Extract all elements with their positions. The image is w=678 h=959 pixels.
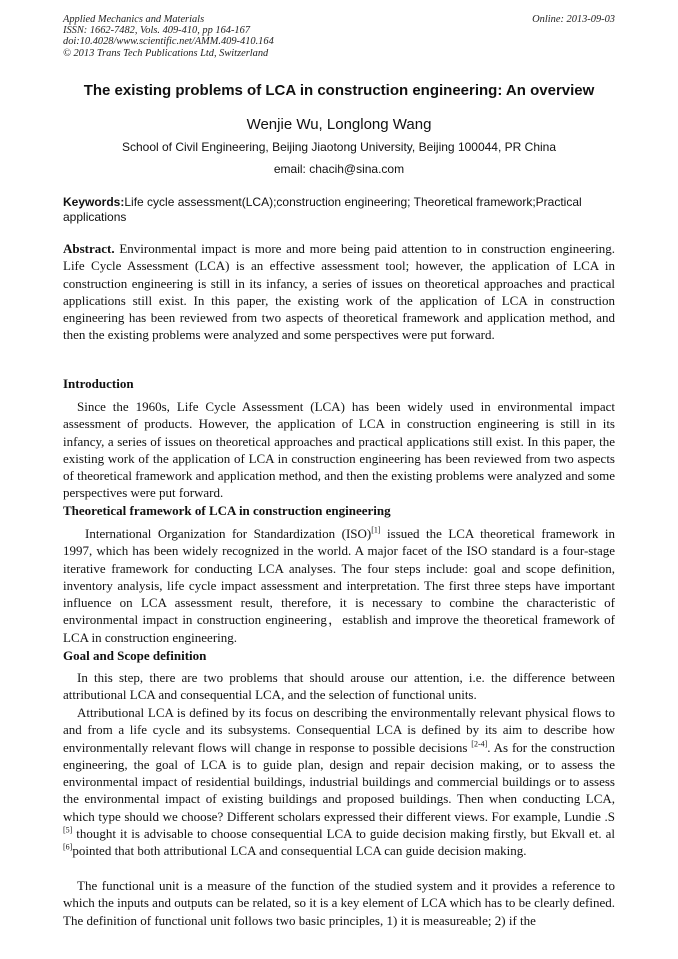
framework-text-a: International Organization for Standardization (ISO) bbox=[85, 526, 372, 541]
goal-heading: Goal and Scope definition bbox=[63, 648, 207, 663]
paper-title: The existing problems of LCA in construction engineering: An overview bbox=[83, 82, 595, 99]
framework-heading: Theoretical framework of LCA in construction engineering bbox=[63, 503, 391, 518]
citation-ref: [5] bbox=[63, 825, 73, 835]
abstract-text: Environmental impact is more and more being paid attention to in construction engineering. Life Cycle Assessment (LCA) is an effective assessment tool; however, the application of LCA in construction engineering is still in its infancy, a series of issues on theoretical approaches and practical applications still exist. In this paper, the existing work of the application of LCA in construction engineering has been reviewed from two aspects of theoretical framework and application method, and then the existing problems were analyzed and some perspectives were put forward. bbox=[63, 241, 615, 343]
introduction-heading: Introduction bbox=[63, 376, 134, 391]
goal-paragraph-2 bbox=[63, 704, 615, 860]
goal-text-d: pointed that both attributional LCA and consequential LCA can guide decision making. bbox=[72, 843, 527, 859]
framework-text-b: issued the LCA theoretical framework in 1997, which has been widely recognized in the world. A major facet of the ISO standard is a four-stage iterative framework for conducting LCA analyses. The four steps include: goal and scope definition, inventory analysis, life cycle impact assessment and interpretation. The first three steps have important influence on LCA assessment result, therefore, it is necessary to combine the characteristic of environmental impact in construction engineering，establish and improve the theoretical framework of LCA in construction engineering. bbox=[63, 526, 615, 645]
abstract-label: Abstract. bbox=[63, 241, 115, 256]
goal-text-a: Attributional LCA is defined by its focus on describing the environmentally relevant physical flows to and from a life cycle and its subsystems. Consequential LCA is defined by its aim to describe how environmentally relevant flows will change in response to possible decisions bbox=[63, 705, 615, 755]
affiliation: School of Civil Engineering, Beijing Jiaotong University, Beijing 100044, PR China bbox=[121, 140, 557, 154]
introduction-paragraph: Since the 1960s, Life Cycle Assessment (LCA) has been widely used in environmental impact assessment of products. However, the application of LCA in construction engineering is still in its infancy, a series of issues on theoretical approaches and practical applications still exist. In this paper, the existing work of the application of LCA in construction engineering has been reviewed from two aspects of theoretical framework and application method, and then the existing problems were analyzed and some perspectives were put forward. bbox=[63, 399, 615, 501]
goal-text-b: . As for the construction engineering, the goal of LCA is to guide plan, design and repair decision making, or to assess the environmental impact of residential buildings, industrial buildings and commercial buildings or to assess the environmental impact of existing buildings and proposed buildings. Then when conducting LCA, which type should we choose? Different scholars expressed their different views. For example, Lundie .S bbox=[63, 739, 615, 824]
citation-ref: [2-4] bbox=[471, 739, 488, 749]
goal-text-c: thought it is advisable to choose consequential LCA to guide decision making firstly, but Ekvall et. al bbox=[72, 826, 615, 842]
keywords bbox=[63, 195, 615, 225]
doi: doi:10.4028/www.scientific.net/AMM.409-410.164 bbox=[63, 36, 274, 48]
framework-paragraph bbox=[63, 525, 615, 646]
citation-ref: [6] bbox=[63, 843, 73, 853]
journal-name: Applied Mechanics and Materials bbox=[63, 14, 205, 25]
goal-paragraph-3: The functional unit is a measure of the function of the studied system and it provides a reference to which the inputs and outputs can be related, so it is a key element of LCA which has to be clearly defined. The definition of functional unit follows two basic principles, 1) it is measureable; 2) if the bbox=[63, 878, 615, 928]
goal-paragraph-1: In this step, there are two problems that should arouse our attention, i.e. the difference between attributional LCA and consequential LCA, and the selection of functional units. bbox=[63, 670, 615, 703]
keywords-text: Life cycle assessment(LCA);construction engineering; Theoretical framework;Practical applications bbox=[63, 195, 582, 224]
page-header bbox=[63, 14, 615, 59]
email: email: chacih@sina.com bbox=[273, 162, 405, 176]
online-date: Online: 2013-09-03 bbox=[532, 14, 615, 25]
keywords-label: Keywords: bbox=[63, 195, 125, 209]
abstract bbox=[63, 240, 615, 344]
authors: Wenjie Wu, Longlong Wang bbox=[246, 116, 432, 133]
citation-ref: [1] bbox=[371, 525, 381, 535]
issn: ISSN: 1662-7482, Vols. 409-410, pp 164-167 bbox=[63, 25, 251, 37]
copyright: © 2013 Trans Tech Publications Ltd, Switzerland bbox=[63, 47, 269, 59]
